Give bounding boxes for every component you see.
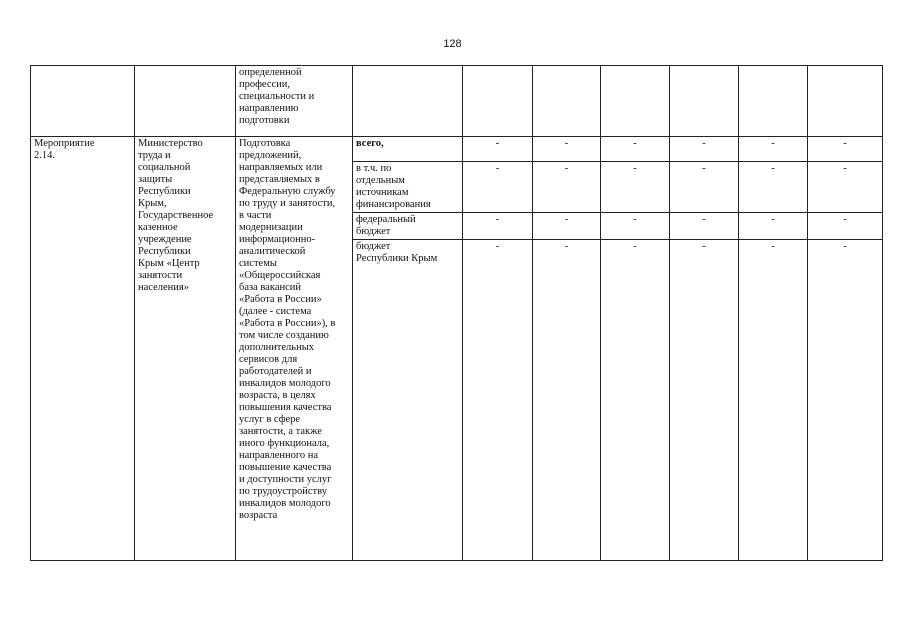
value-cell: - (670, 137, 739, 162)
funding-source-cell: в т.ч. по отдельным источникам финансирования (353, 162, 463, 213)
page-number: 128 (443, 38, 462, 50)
value-cell: - (533, 213, 601, 240)
value-cell: - (739, 240, 808, 561)
value-cell: - (601, 240, 670, 561)
value-cell: - (808, 137, 883, 162)
value-cell: - (601, 137, 670, 162)
value-cell: - (670, 240, 739, 561)
description-cell: Подготовка предложений, направляемых или представляемых в Федеральную службу по труду и занятости, в части модернизации информационно- аналитической системы «Общероссийская база вакансий «Работа в России» (далее - система «Работа в России»), в том числе созданию дополнительных сервисов для работодателей и инвалидов молодого возраста, в целях повышения качества услуг в сфере занятости, а также иного функционала, направленного на повышение качества и доступности услуг по трудоустройству инвалидов молодого возраста (236, 137, 353, 561)
value-cell: - (808, 213, 883, 240)
event-cell: Мероприятие 2.14. (31, 137, 135, 561)
value-cell (533, 66, 601, 137)
value-cell: - (463, 137, 533, 162)
value-cell: - (601, 213, 670, 240)
funding-source-cell (353, 66, 463, 137)
executor-cell: Министерство труда и социальной защиты Республики Крым, Государственное казенное учреждение Республики Крым «Центр занятости населения» (135, 137, 236, 561)
value-cell (739, 66, 808, 137)
event-cell (31, 66, 135, 137)
funding-source-cell: федеральный бюджет (353, 213, 463, 240)
value-cell: - (463, 240, 533, 561)
description-cell: определенной профессии, специальности и направлению подготовки (236, 66, 353, 137)
value-cell (601, 66, 670, 137)
value-cell: - (670, 213, 739, 240)
value-cell: - (533, 240, 601, 561)
table-row (31, 137, 883, 162)
funding-source-cell: бюджет Республики Крым (353, 240, 463, 561)
value-cell: - (808, 240, 883, 561)
value-cell: - (739, 162, 808, 213)
table-row (31, 66, 883, 137)
value-cell: - (739, 137, 808, 162)
value-cell: - (601, 162, 670, 213)
value-cell (463, 66, 533, 137)
value-cell: - (533, 162, 601, 213)
value-cell: - (739, 213, 808, 240)
value-cell (670, 66, 739, 137)
funding-source-cell: всего, (353, 137, 463, 162)
value-cell: - (463, 213, 533, 240)
value-cell: - (670, 162, 739, 213)
value-cell (808, 66, 883, 137)
value-cell: - (533, 137, 601, 162)
executor-cell (135, 66, 236, 137)
value-cell: - (463, 162, 533, 213)
program-table (30, 65, 883, 561)
value-cell: - (808, 162, 883, 213)
